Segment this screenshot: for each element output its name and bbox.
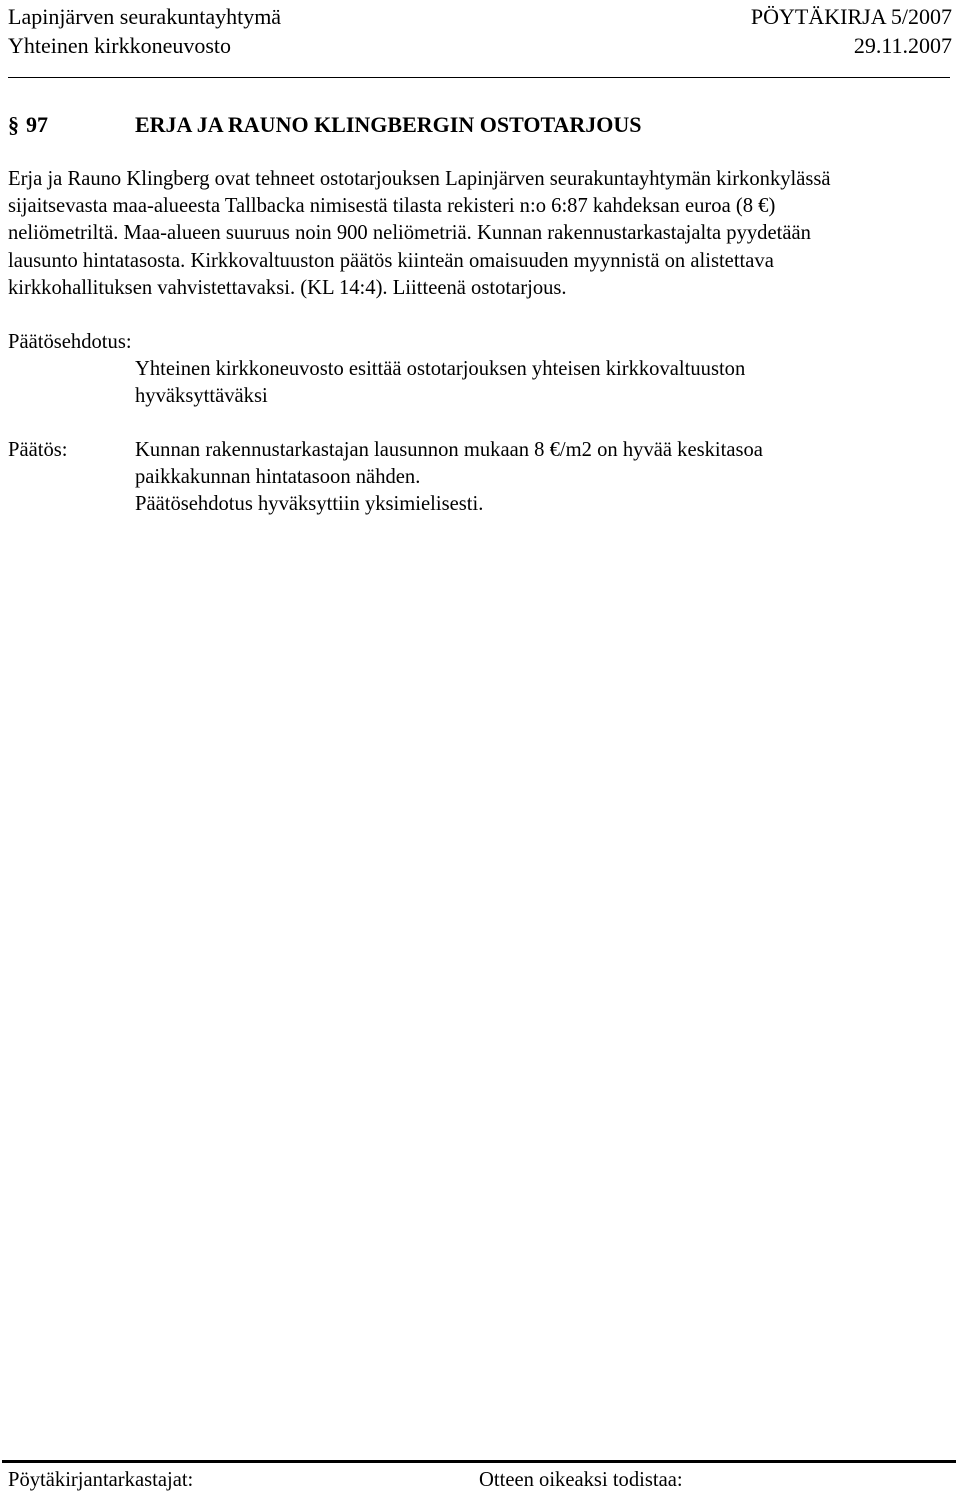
header-date: 29.11.2007 [853, 33, 952, 58]
header-doc-id: PÖYTÄKIRJA 5/2007 [750, 4, 952, 29]
proposal-line: Yhteinen kirkkoneuvosto esittää ostotarjouksen yhteisen kirkkovaltuuston [135, 358, 746, 380]
proposal-line: hyväksyttäväksi [135, 385, 268, 407]
section-sign: § [8, 112, 19, 137]
section-number: 97 [26, 112, 48, 137]
decision-line: paikkakunnan hintatasoon nähden. [135, 466, 421, 488]
decision-line: Kunnan rakennustarkastajan lausunnon mukaan 8 €/m2 on hyvää keskitasoa [135, 439, 763, 461]
footer-certified: Otteen oikeaksi todistaa: [479, 1469, 683, 1491]
body-paragraph [8, 166, 953, 302]
decision-line: Päätösehdotus hyväksyttiin yksimielisesti. [135, 493, 484, 515]
paragraph-line: lausunto hintatasosta. Kirkkovaltuuston päätös kiinteän omaisuuden myynnistä on alistettava [8, 249, 774, 272]
paragraph-line: sijaitsevasta maa-alueesta Tallbacka nimisestä tilasta rekisteri n:o 6:87 kahdeksan euroa (8 €) [8, 195, 776, 218]
decision-label: Päätös: [8, 439, 68, 461]
proposal-label: Päätösehdotus: [8, 331, 132, 353]
paragraph-line: neliömetriltä. Maa-alueen suuruus noin 900 neliömetriä. Kunnan rakennustarkastajalta pyydetään [8, 222, 811, 245]
header-org: Lapinjärven seurakuntayhtymä [8, 4, 282, 29]
header-body: Yhteinen kirkkoneuvosto [8, 33, 232, 58]
header-divider [8, 77, 950, 78]
footer-inspectors: Pöytäkirjantarkastajat: [8, 1469, 194, 1491]
footer-divider [2, 1460, 956, 1463]
section-title: ERJA JA RAUNO KLINGBERGIN OSTOTARJOUS [135, 112, 642, 137]
paragraph-line: kirkkohallituksen vahvistettavaksi. (KL 14:4). Liitteenä ostotarjous. [8, 276, 567, 299]
paragraph-line: Erja ja Rauno Klingberg ovat tehneet ostotarjouksen Lapinjärven seurakuntayhtymän kirkonkylässä [8, 168, 831, 190]
